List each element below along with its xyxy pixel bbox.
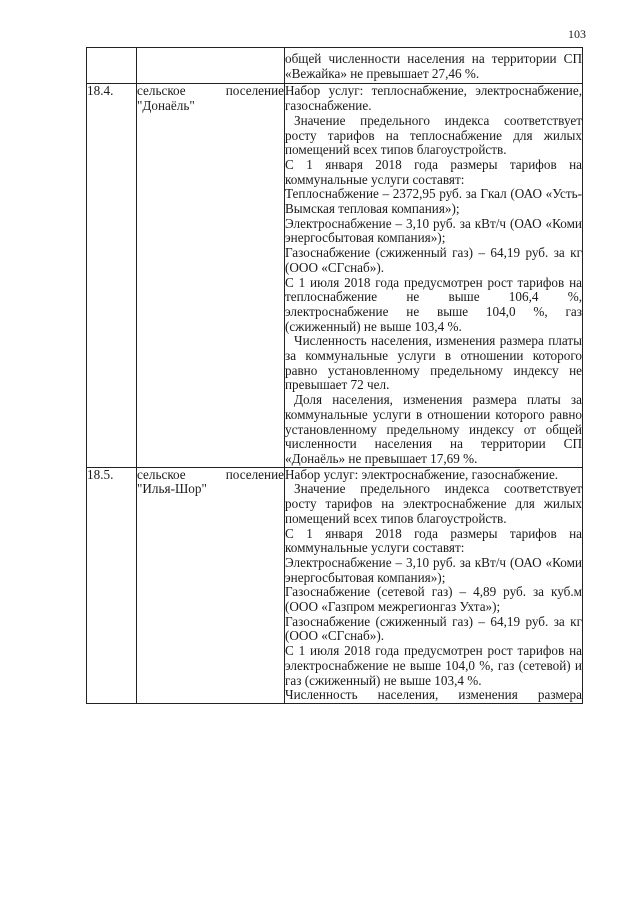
- tariff-table: [86, 47, 583, 704]
- paragraph: Доля населения, изменения размера платы за коммунальные услуги в отношении которого равно установленному предельному индексу от общей численности населения на территории СП «Донаёль» не превышает 17,69 %.: [285, 392, 582, 466]
- row-number: 18.4.: [87, 84, 137, 467]
- settlement-title: "Донаёль": [137, 98, 195, 114]
- settlement-title: "Илья-Шор": [137, 481, 207, 497]
- settlement-type-word: поселение: [225, 83, 284, 99]
- paragraph: С 1 июля 2018 года предусмотрен рост тарифов на электроснабжение не выше 104,0 %, газ (сетевой) и газ (сжиженный) не выше 103,4 %.: [285, 643, 582, 688]
- page-number: 103: [568, 27, 586, 41]
- row-number: 18.5.: [87, 467, 137, 703]
- paragraph: Набор услуг: электроснабжение, газоснабжение.: [285, 466, 559, 482]
- row-description: [285, 84, 583, 467]
- table-row: [87, 84, 583, 467]
- paragraph: Теплоснабжение – 2372,95 руб. за Гкал (ОАО «Усть-Вымская тепловая компания»);: [285, 186, 582, 217]
- paragraph: Набор услуг: теплоснабжение, электроснабжение, газоснабжение.: [285, 83, 582, 114]
- row-description: [285, 467, 583, 703]
- paragraph: Значение предельного индекса соответствует росту тарифов на теплоснабжение для жилых помещений всех типов благоустройств.: [285, 112, 582, 158]
- settlement-type: сельское: [137, 83, 186, 99]
- settlement-type: сельское: [137, 466, 186, 482]
- paragraph: Электроснабжение – 3,10 руб. за кВт/ч (ОАО «Коми энергосбытовая компания»);: [285, 554, 582, 585]
- settlement-name: [137, 84, 285, 467]
- paragraph: Численность населения, изменения размера платы за коммунальные услуги в отношении которого равно установленному предельному индексу не превышает 72 чел.: [285, 333, 582, 393]
- settlement-name: [137, 48, 285, 84]
- paragraph: общей численности населения на территории СП «Вежайка» не превышает 27,46 %.: [285, 51, 582, 81]
- paragraph: Электроснабжение – 3,10 руб. за кВт/ч (ОАО «Коми энергосбытовая компания»);: [285, 215, 582, 246]
- settlement-name: [137, 467, 285, 703]
- paragraph: С 1 июля 2018 года предусмотрен рост тарифов на теплоснабжение не выше 106,4 %, электроснабжение не выше 104,0 %, газ (сжиженный) не выше 103,4 %.: [285, 274, 582, 334]
- paragraph: Газоснабжение (сжиженный газ) – 64,19 руб. за кг (ООО «СГснаб»).: [285, 245, 582, 275]
- paragraph: Газоснабжение (сетевой газ) – 4,89 руб. за куб.м (ООО «Газпром межрегионгаз Ухта»);: [285, 584, 582, 615]
- table-row: [87, 467, 583, 703]
- settlement-type-word: поселение: [225, 466, 284, 482]
- paragraph: С 1 января 2018 года размеры тарифов на коммунальные услуги составят:: [285, 525, 582, 556]
- paragraph: Численность населения, изменения размера: [285, 687, 582, 703]
- paragraph: Газоснабжение (сжиженный газ) – 64,19 руб. за кг (ООО «СГснаб»).: [285, 613, 582, 644]
- paragraph: Значение предельного индекса соответствует росту тарифов на электроснабжение для жилых помещений всех типов благоустройств.: [285, 481, 582, 526]
- table-row: [87, 48, 583, 84]
- row-description: [285, 48, 583, 84]
- paragraph: С 1 января 2018 года размеры тарифов на коммунальные услуги составят:: [285, 156, 582, 187]
- row-number: [87, 48, 137, 84]
